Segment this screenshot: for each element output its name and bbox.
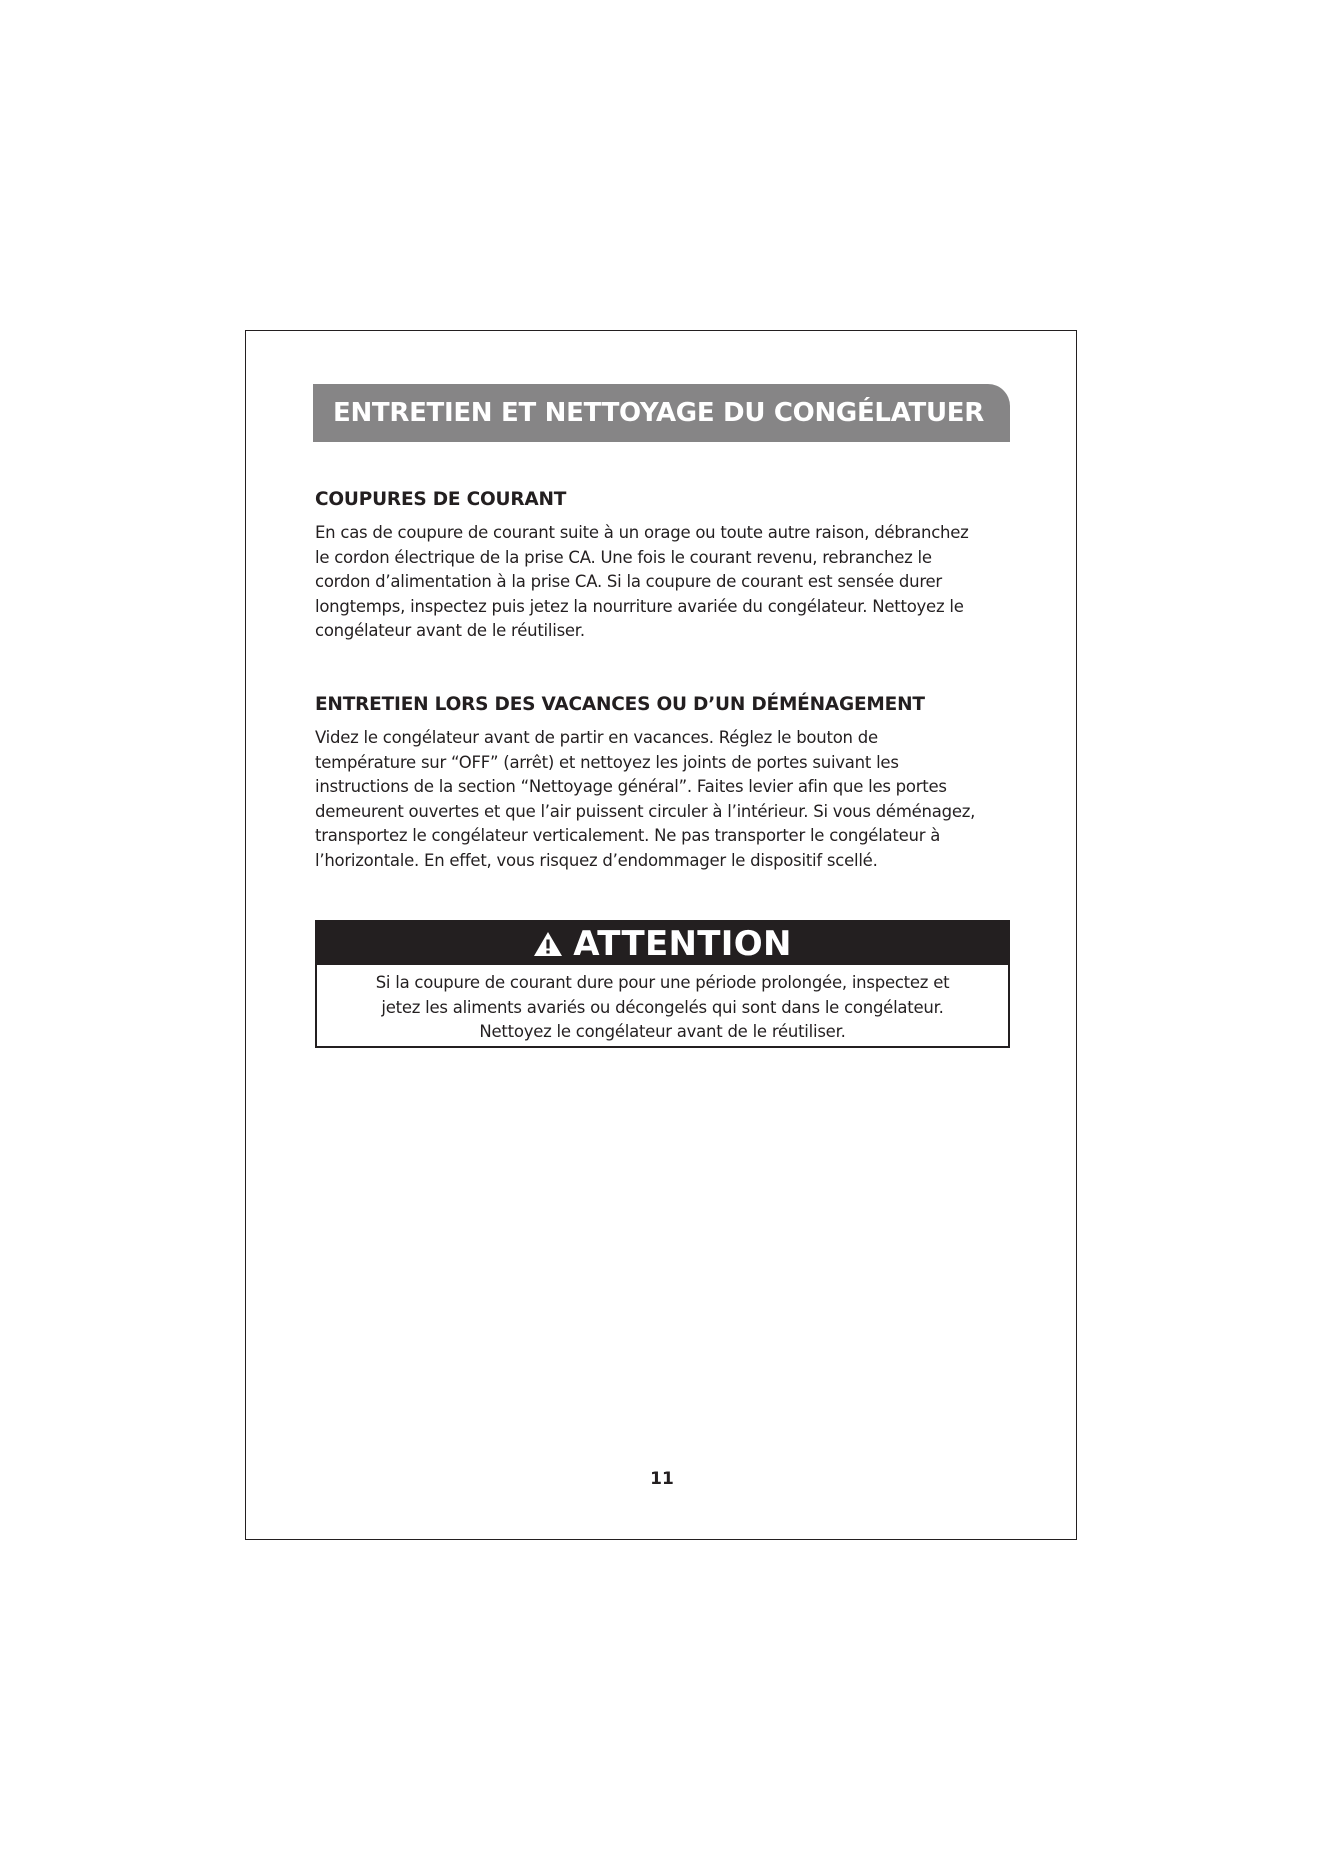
section-header-title: ENTRETIEN ET NETTOYAGE DU CONGÉLATUER: [333, 398, 984, 428]
body-line: cordon d’alimentation à la prise CA. Si la coupure de courant est sensée durer: [315, 572, 942, 591]
body-line: transportez le congélateur verticalement. Ne pas transporter le congélateur à: [315, 826, 941, 845]
body-line: longtemps, inspectez puis jetez la nourriture avariée du congélateur. Nettoyez le: [315, 596, 964, 616]
body-line: l’horizontale. En effet, vous risquez d’endommager le dispositif scellé.: [315, 850, 878, 870]
body-line: le cordon électrique de la prise CA. Une fois le courant revenu, rebranchez le: [315, 547, 932, 567]
attention-text: [317, 965, 1008, 1045]
section-heading: COUPURES DE COURANT: [315, 489, 567, 510]
section-body: [315, 726, 1015, 873]
attention-bar: [317, 922, 1008, 965]
attention-line: Nettoyez le congélateur avant de le réutiliser.: [479, 1022, 846, 1041]
warning-triangle-icon: [533, 931, 563, 957]
section-header: [313, 384, 1010, 442]
attention-title: ATTENTION: [573, 923, 792, 964]
page-number: 11: [650, 1469, 674, 1489]
section-vacation-moving: [315, 694, 1015, 873]
body-line: congélateur avant de le réutiliser.: [315, 621, 585, 640]
section-body: [315, 521, 1015, 644]
body-line: température sur “OFF” (arrêt) et nettoyez les joints de portes suivant les: [315, 752, 899, 772]
section-power-outage: [315, 489, 1015, 644]
section-heading: ENTRETIEN LORS DES VACANCES OU D’UN DÉMÉNAGEMENT: [315, 694, 925, 715]
body-line: demeurent ouvertes et que l’air puissent circuler à l’intérieur. Si vous déménagez,: [315, 801, 976, 821]
body-line: Videz le congélateur avant de partir en vacances. Réglez le bouton de: [315, 728, 878, 747]
attention-line: Si la coupure de courant dure pour une période prolongée, inspectez et: [375, 973, 950, 992]
attention-line: jetez les aliments avariés ou décongelés qui sont dans le congélateur.: [381, 997, 944, 1017]
attention-box: [315, 920, 1010, 1048]
body-line: En cas de coupure de courant suite à un orage ou toute autre raison, débranchez: [315, 523, 969, 542]
body-line: instructions de la section “Nettoyage général”. Faites levier afin que les portes: [315, 777, 947, 796]
